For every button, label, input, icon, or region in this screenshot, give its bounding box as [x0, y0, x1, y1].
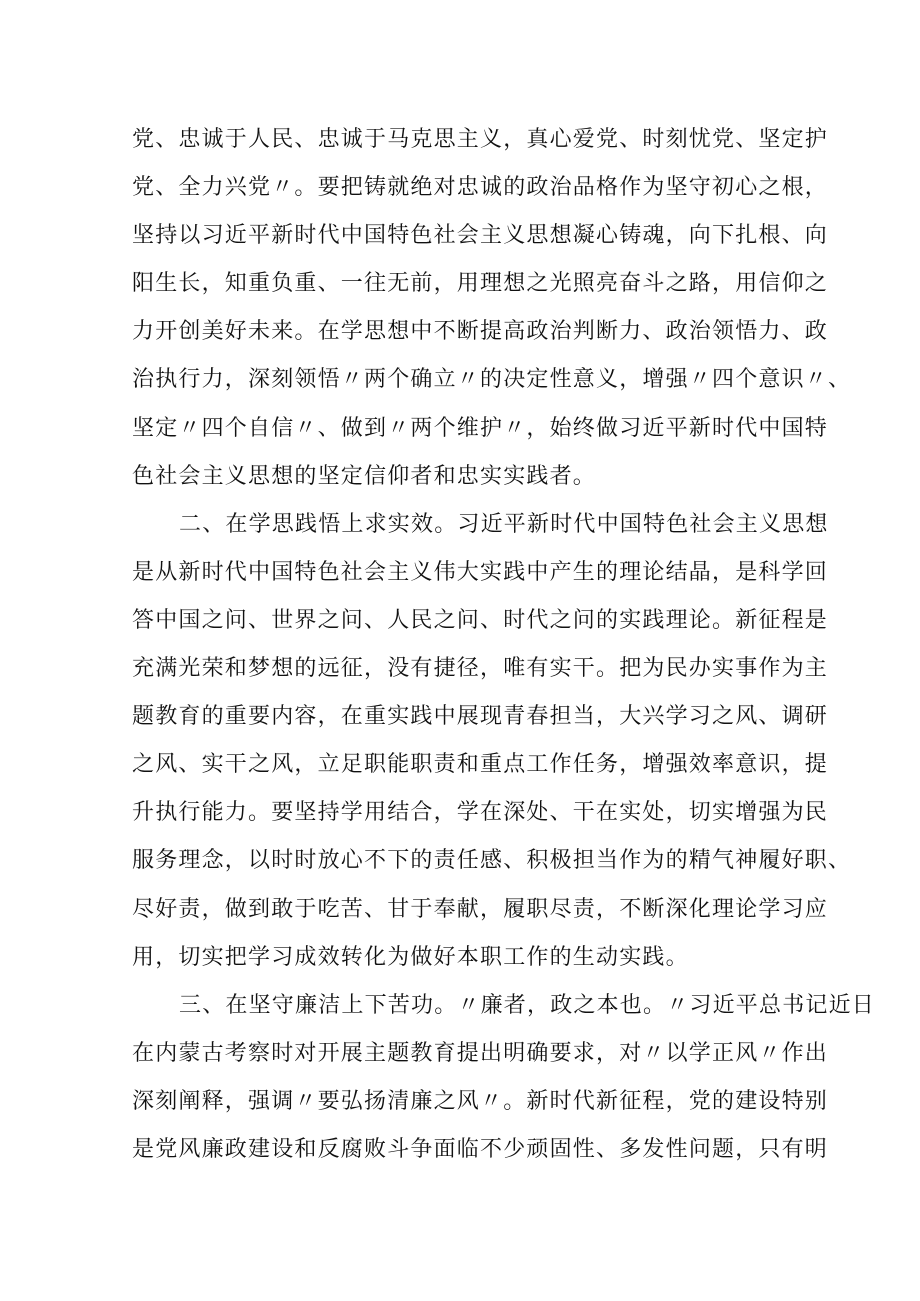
text-line: 升执行能力。要坚持学用结合，学在深处、干在实处，切实增强为民 — [132, 800, 829, 826]
text-line: 在内蒙古考察时对开展主题教育提出明确要求，对〃以学正风〃作出 — [132, 1040, 829, 1066]
text-line: 是从新时代中国特色社会主义伟大实践中产生的理论结晶，是科学回 — [132, 559, 829, 585]
text-line: 充满光荣和梦想的远征，没有捷径，唯有实干。把为民办实事作为主 — [132, 656, 829, 682]
text-line: 二、在学思践悟上求实效。习近平新时代中国特色社会主义思想 — [179, 511, 829, 537]
paragraph-1 — [132, 116, 852, 501]
text-line: 治执行力，深刻领悟〃两个确立〃的决定性意义，增强〃四个意识〃、 — [132, 367, 852, 393]
text-line: 答中国之问、世界之问、人民之问、时代之问的实践理论。新征程是 — [132, 607, 829, 633]
text-line: 之风、实干之风，立足职能职责和重点工作任务，增强效率意识，提 — [132, 752, 829, 778]
text-line: 党、全力兴党〃。要把铸就绝对忠诚的政治品格作为坚守初心之根， — [132, 175, 829, 201]
text-line: 坚持以习近平新时代中国特色社会主义思想凝心铸魂，向下扎根、向 — [132, 223, 829, 249]
paragraph-3 — [132, 982, 876, 1174]
text-line: 是党风廉政建设和反腐败斗争面临不少顽固性、多发性问题，只有明 — [132, 1136, 829, 1162]
text-line: 服务理念，以时时放心不下的责任感、积极担当作为的精气神履好职、 — [132, 848, 852, 874]
text-line: 题教育的重要内容，在重实践中展现青春担当，大兴学习之风、调研 — [132, 704, 829, 730]
text-line: 阳生长，知重负重、一往无前，用理想之光照亮奋斗之路，用信仰之 — [132, 271, 829, 297]
text-line: 力开创美好未来。在学思想中不断提高政治判断力、政治领悟力、政 — [132, 319, 829, 345]
paragraph-2 — [132, 501, 852, 982]
text-line: 党、忠诚于人民、忠诚于马克思主义，真心爱党、时刻忧党、坚定护 — [132, 127, 829, 152]
text-line: 三、在坚守廉洁上下苦功。〃廉者，政之本也。〃习近平总书记近日 — [179, 992, 876, 1018]
document-body — [132, 116, 876, 1174]
text-line: 色社会主义思想的坚定信仰者和忠实实践者。 — [132, 463, 597, 489]
text-line: 用，切实把学习成效转化为做好本职工作的生动实践。 — [132, 944, 689, 970]
text-line: 坚定〃四个自信〃、做到〃两个维护〃，始终做习近平新时代中国特 — [132, 415, 829, 441]
text-line: 尽好责，做到敢于吃苦、甘于奉献，履职尽责，不断深化理论学习应 — [132, 896, 829, 922]
text-line: 深刻阐释，强调〃要弘扬清廉之风〃。新时代新征程，党的建设特别 — [132, 1088, 829, 1114]
